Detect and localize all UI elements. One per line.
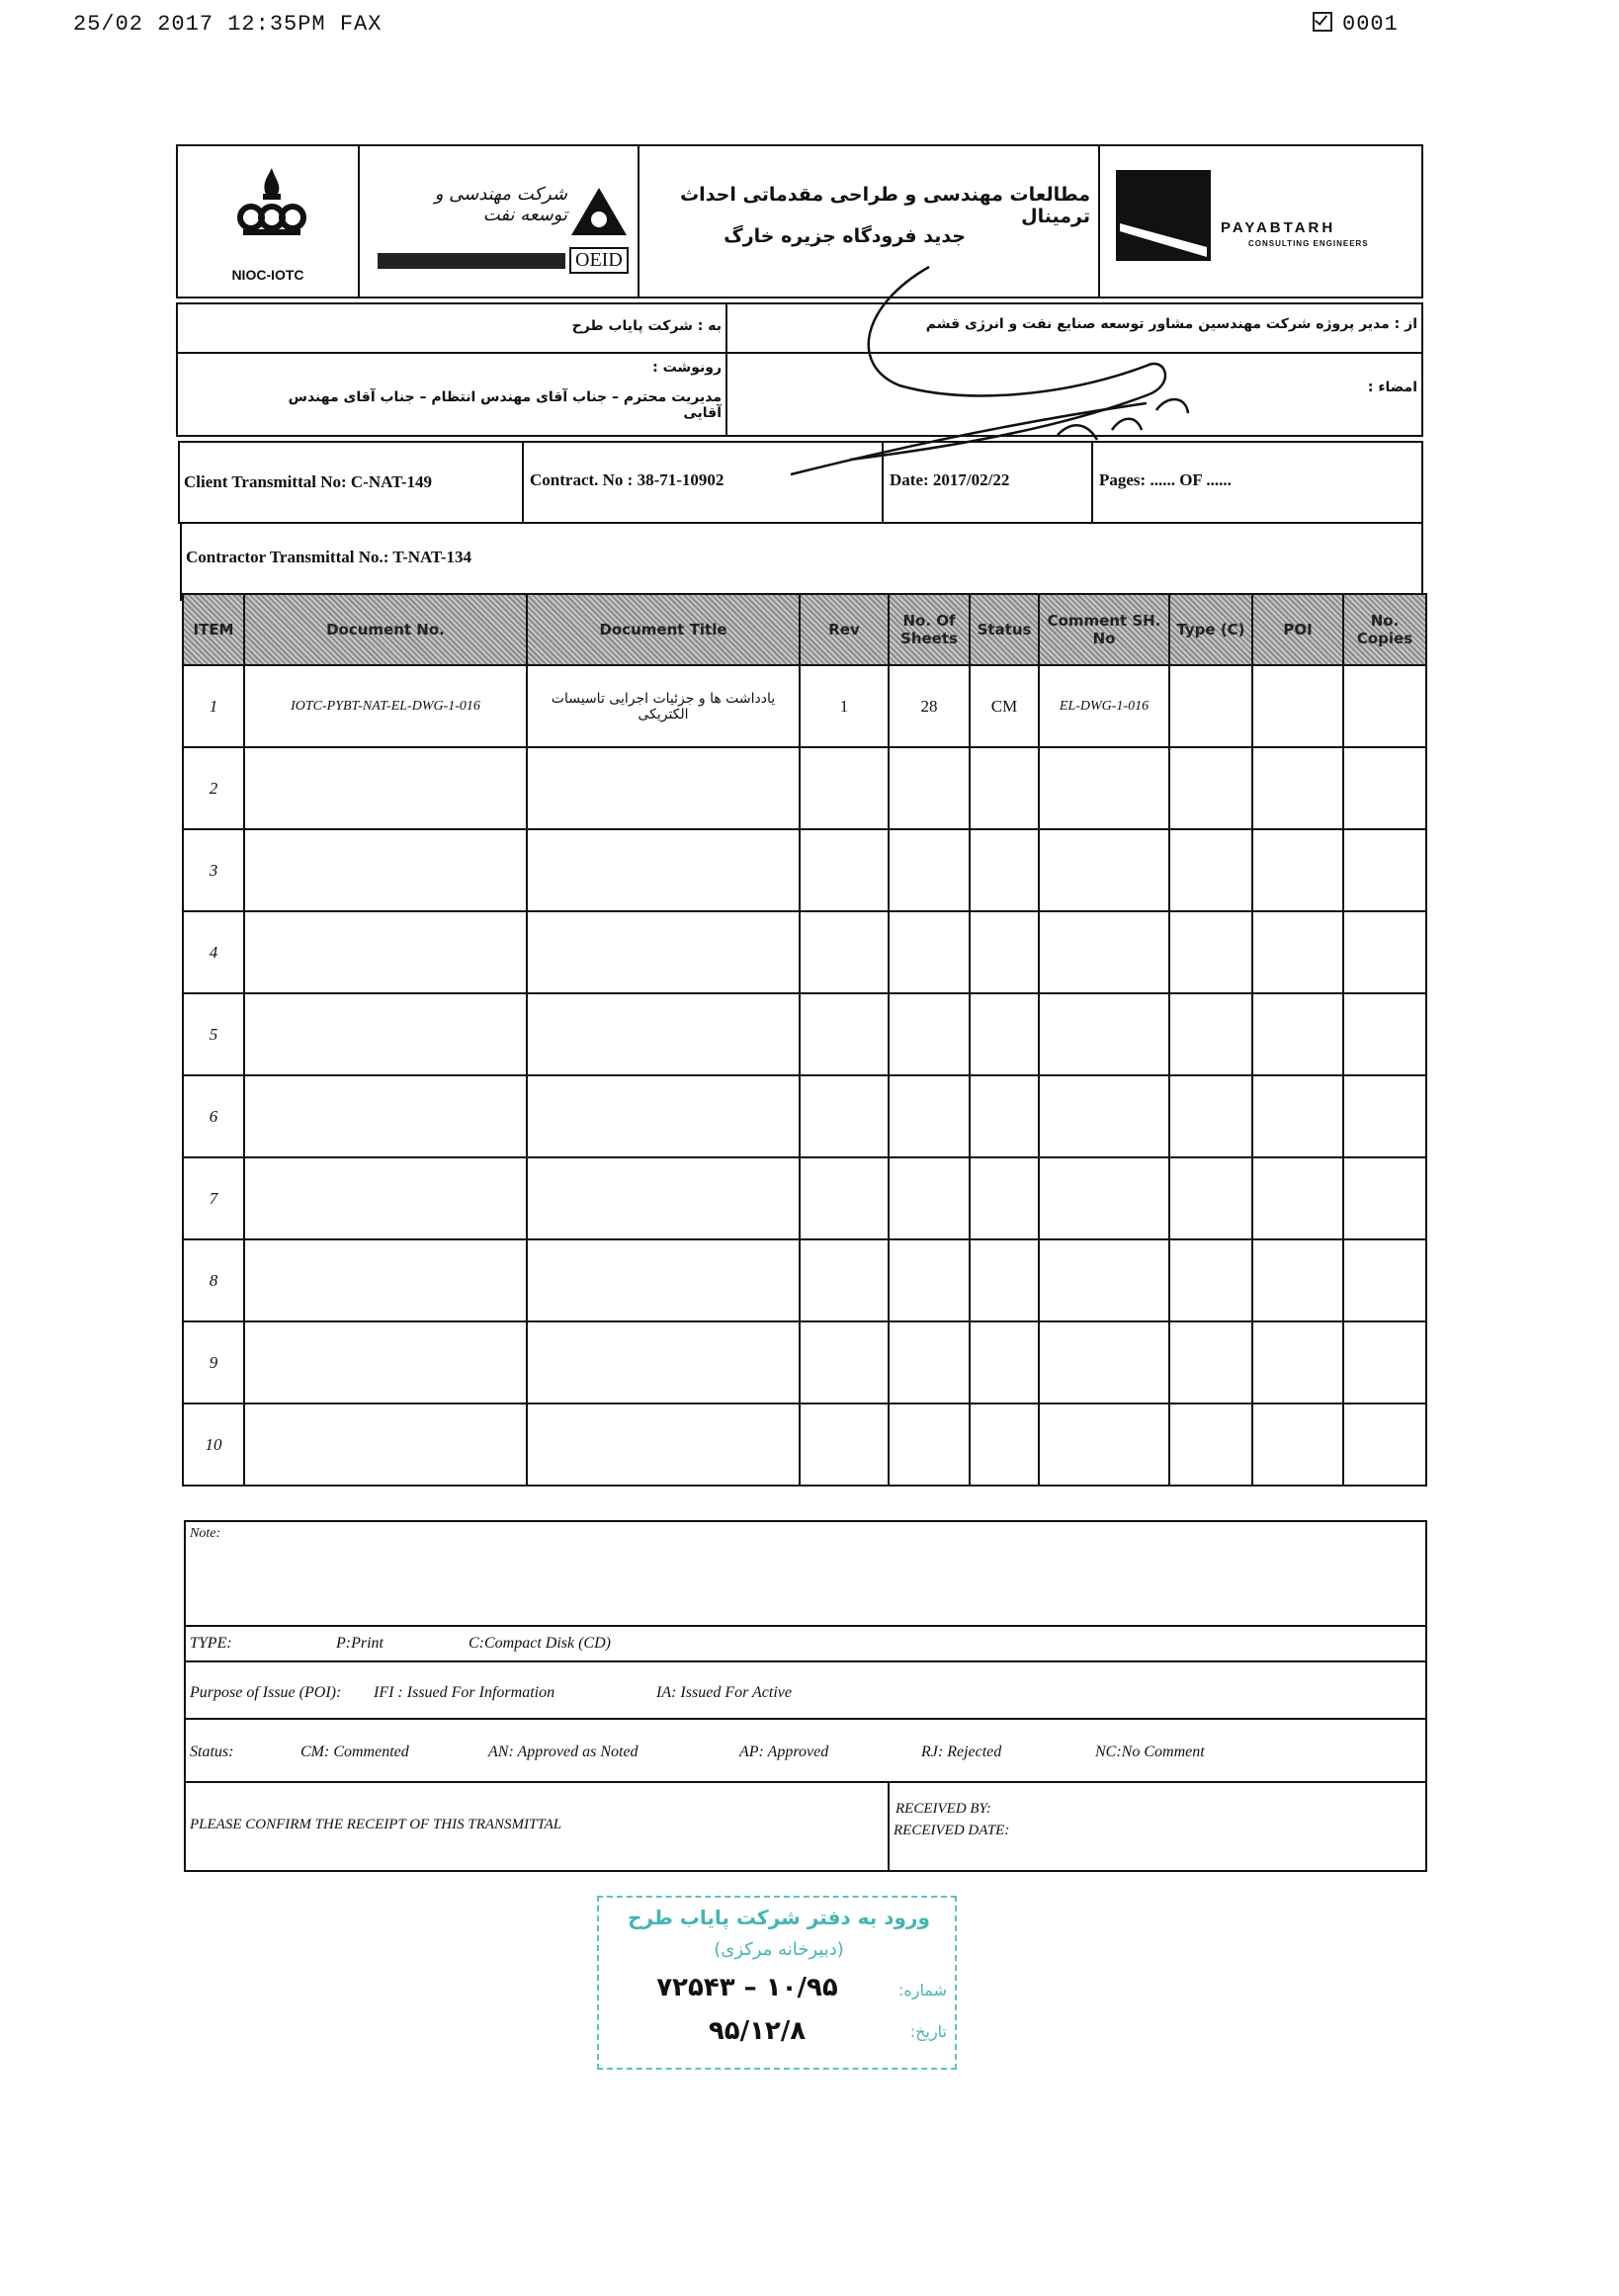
table-cell-type <box>1169 1239 1252 1321</box>
table-header-cell: Comment SH. No <box>1039 594 1169 665</box>
table-cell-type <box>1169 1075 1252 1157</box>
cc-label: رونوشت : <box>652 360 722 376</box>
table-cell-title <box>527 1075 800 1157</box>
type-print: P:Print <box>336 1635 383 1652</box>
info-divider-2 <box>882 443 884 522</box>
table-cell-item: 8 <box>183 1239 244 1321</box>
stamp-date-value: ۹۵/۱۲/۸ <box>708 2016 807 2046</box>
table-cell-poi <box>1252 911 1343 993</box>
table-row <box>183 1075 1426 1157</box>
table-row <box>183 747 1426 829</box>
table-cell-comment <box>1039 1075 1169 1157</box>
table-cell-item: 5 <box>183 993 244 1075</box>
table-header-cell: POI <box>1252 594 1343 665</box>
table-cell-status <box>970 1157 1039 1239</box>
table-cell-title <box>527 1321 800 1403</box>
to-from-divider <box>725 304 727 352</box>
footer-divider-receipt <box>888 1781 890 1872</box>
table-cell-copies <box>1343 1239 1426 1321</box>
checkbox-icon <box>1313 12 1332 32</box>
table-cell-sheets <box>889 1403 970 1486</box>
fax-page-number <box>1313 12 1399 37</box>
table-cell-item: 9 <box>183 1321 244 1403</box>
table-cell-doc-no <box>244 1239 527 1321</box>
table-cell-poi <box>1252 1321 1343 1403</box>
status-rj: RJ: Rejected <box>921 1743 1002 1760</box>
documents-table <box>182 593 1427 1487</box>
table-header-cell: Document No. <box>244 594 527 665</box>
fax-page-number-text: 0001 <box>1342 12 1399 37</box>
table-cell-item: 7 <box>183 1157 244 1239</box>
info-divider-1 <box>522 443 524 522</box>
table-cell-doc-no <box>244 747 527 829</box>
table-cell-rev <box>800 829 889 911</box>
signature-label: امضاء : <box>1367 380 1417 395</box>
oeid-triangle-logo <box>569 186 629 237</box>
table-cell-comment <box>1039 911 1169 993</box>
fax-header: 25/02 2017 12:35PM FAX <box>73 12 383 37</box>
table-cell-doc-no <box>244 1157 527 1239</box>
table-header-cell: Type (C) <box>1169 594 1252 665</box>
table-row <box>183 665 1426 747</box>
table-cell-type <box>1169 911 1252 993</box>
transmittal-date: Date: 2017/02/22 <box>890 470 1010 489</box>
table-cell-type <box>1169 1157 1252 1239</box>
table-cell-doc-no: IOTC-PYBT-NAT-EL-DWG-1-016 <box>244 665 527 747</box>
table-cell-doc-no <box>244 829 527 911</box>
footer-divider-1 <box>186 1625 1425 1627</box>
stamp-line2: (دبیرخانه مرکزی) <box>714 1939 844 1960</box>
footer-divider-3 <box>186 1718 1425 1720</box>
stamp-date-label: تاریخ: <box>909 2022 947 2041</box>
table-cell-doc-no <box>244 1403 527 1486</box>
table-cell-item: 3 <box>183 829 244 911</box>
table-cell-copies <box>1343 1403 1426 1486</box>
status-ap: AP: Approved <box>739 1743 829 1760</box>
table-cell-status <box>970 993 1039 1075</box>
status-label: Status: <box>190 1743 234 1760</box>
table-cell-rev <box>800 1321 889 1403</box>
table-cell-copies <box>1343 993 1426 1075</box>
table-cell-rev <box>800 747 889 829</box>
table-cell-copies <box>1343 1075 1426 1157</box>
table-cell-copies <box>1343 911 1426 993</box>
table-header-cell: No. Copies <box>1343 594 1426 665</box>
table-cell-comment <box>1039 1321 1169 1403</box>
table-cell-comment: EL-DWG-1-016 <box>1039 665 1169 747</box>
table-cell-doc-no <box>244 1075 527 1157</box>
table-cell-doc-no <box>244 911 527 993</box>
table-cell-type <box>1169 993 1252 1075</box>
table-cell-doc-no <box>244 993 527 1075</box>
table-cell-status <box>970 747 1039 829</box>
table-cell-poi <box>1252 1403 1343 1486</box>
table-cell-type <box>1169 829 1252 911</box>
table-header-cell: No. Of Sheets <box>889 594 970 665</box>
contractor-transmittal-row <box>180 522 1423 601</box>
niocc-logo-cell <box>178 146 360 297</box>
project-title-line1: مطالعات مهندسی و طراحی مقدماتی احداث ترمینال <box>680 184 1090 227</box>
table-row <box>183 1321 1426 1403</box>
table-cell-type <box>1169 1403 1252 1486</box>
table-cell-title <box>527 1157 800 1239</box>
status-an: AN: Approved as Noted <box>488 1743 639 1760</box>
contract-no: Contract. No : 38-71-10902 <box>530 470 724 489</box>
table-cell-title: یادداشت ها و جزئیات اجرایی تاسیسات الکتریکی <box>527 665 800 747</box>
table-cell-rev <box>800 1239 889 1321</box>
table-header-cell: Rev <box>800 594 889 665</box>
table-header-cell: ITEM <box>183 594 244 665</box>
table-cell-rev <box>800 911 889 993</box>
info-divider-3 <box>1091 443 1093 522</box>
table-cell-rev <box>800 1075 889 1157</box>
footer-divider-4 <box>186 1781 1425 1783</box>
status-cm: CM: Commented <box>300 1743 409 1760</box>
table-cell-sheets <box>889 911 970 993</box>
received-by: RECEIVED BY: <box>895 1801 991 1817</box>
table-cell-poi <box>1252 747 1343 829</box>
table-row <box>183 1157 1426 1239</box>
table-row <box>183 1239 1426 1321</box>
transmittal-info-row <box>178 441 1423 524</box>
table-cell-sheets <box>889 993 970 1075</box>
table-row <box>183 1403 1426 1486</box>
oeid-logo-cell <box>360 146 639 297</box>
client-transmittal-no: Client Transmittal No: C-NAT-149 <box>184 472 433 491</box>
cc-text: مدیریت محترم – جناب آقای مهندس انتظام – جناب آقای مهندس آقایی <box>288 389 722 421</box>
stamp-number-label: شماره: <box>897 1981 947 1999</box>
table-cell-status <box>970 911 1039 993</box>
pages-field: Pages: ...... OF ...... <box>1099 470 1232 489</box>
table-cell-item: 10 <box>183 1403 244 1486</box>
oeid-black-bar <box>378 253 565 269</box>
table-cell-poi <box>1252 829 1343 911</box>
note-label: Note: <box>190 1526 221 1541</box>
table-cell-rev <box>800 1403 889 1486</box>
table-cell-item: 1 <box>183 665 244 747</box>
table-cell-doc-no <box>244 1321 527 1403</box>
poi-label: Purpose of Issue (POI): <box>190 1684 342 1701</box>
table-cell-rev: 1 <box>800 665 889 747</box>
project-title-line2: جدید فرودگاه جزیره خارگ <box>724 225 966 247</box>
table-cell-title <box>527 911 800 993</box>
table-cell-copies <box>1343 665 1426 747</box>
received-stamp <box>597 1896 957 2070</box>
table-row <box>183 829 1426 911</box>
table-cell-rev <box>800 993 889 1075</box>
footer-block <box>184 1520 1427 1872</box>
table-cell-comment <box>1039 1157 1169 1239</box>
table-cell-status <box>970 1403 1039 1486</box>
table-cell-comment <box>1039 747 1169 829</box>
table-row <box>183 911 1426 993</box>
table-cell-sheets <box>889 1321 970 1403</box>
table-cell-comment <box>1039 1403 1169 1486</box>
table-cell-poi <box>1252 665 1343 747</box>
table-cell-title <box>527 1403 800 1486</box>
table-cell-item: 6 <box>183 1075 244 1157</box>
stamp-number-value: ۱۰/۹۵ – ۷۲۵۴۳ <box>656 1973 838 2002</box>
received-date: RECEIVED DATE: <box>894 1823 1010 1838</box>
table-cell-copies <box>1343 747 1426 829</box>
table-cell-comment <box>1039 1239 1169 1321</box>
consultant-name: PAYABTARH <box>1221 219 1336 236</box>
poi-ia: IA: Issued For Active <box>656 1684 792 1701</box>
confirm-receipt-text: PLEASE CONFIRM THE RECEIPT OF THIS TRANSMITTAL <box>190 1817 562 1832</box>
oeid-caption: OEID <box>569 247 629 274</box>
poi-ifi: IFI : Issued For Information <box>374 1684 555 1701</box>
footer-divider-2 <box>186 1660 1425 1662</box>
table-cell-comment <box>1039 829 1169 911</box>
table-cell-title <box>527 993 800 1075</box>
table-cell-status <box>970 1239 1039 1321</box>
table-cell-poi <box>1252 1157 1343 1239</box>
table-cell-title <box>527 1239 800 1321</box>
table-cell-sheets <box>889 747 970 829</box>
table-cell-type <box>1169 665 1252 747</box>
table-cell-status <box>970 1075 1039 1157</box>
table-cell-comment <box>1039 993 1169 1075</box>
table-cell-status <box>970 1321 1039 1403</box>
table-cell-status <box>970 829 1039 911</box>
type-label: TYPE: <box>190 1635 232 1652</box>
table-cell-rev <box>800 1157 889 1239</box>
table-row <box>183 993 1426 1075</box>
table-cell-title <box>527 829 800 911</box>
table-cell-copies <box>1343 1321 1426 1403</box>
table-cell-sheets <box>889 1157 970 1239</box>
table-cell-poi <box>1252 1075 1343 1157</box>
table-cell-sheets <box>889 1239 970 1321</box>
table-cell-copies <box>1343 1157 1426 1239</box>
cc-divider <box>725 354 727 435</box>
table-cell-item: 2 <box>183 747 244 829</box>
table-cell-sheets: 28 <box>889 665 970 747</box>
table-cell-poi <box>1252 993 1343 1075</box>
table-header-cell: Status <box>970 594 1039 665</box>
table-header-cell: Document Title <box>527 594 800 665</box>
table-cell-copies <box>1343 829 1426 911</box>
consultant-subtitle: CONSULTING ENGINEERS <box>1248 239 1369 248</box>
type-cd: C:Compact Disk (CD) <box>469 1635 611 1652</box>
stamp-line1: ورود به دفتر شرکت پایاب طرح <box>628 1906 930 1929</box>
contractor-transmittal-no: Contractor Transmittal No.: T-NAT-134 <box>186 548 471 566</box>
table-header-row <box>183 594 1426 665</box>
oeid-name-fa: شرکت مهندسی و توسعه نفت <box>434 184 567 225</box>
table-cell-poi <box>1252 1239 1343 1321</box>
niocc-flame-logo <box>227 164 316 243</box>
from-label: از : مدیر پروژه شرکت مهندسین مشاور توسعه صنایع نفت و انرژی قشم <box>925 316 1417 332</box>
niocc-caption: NIOC-IOTC <box>231 267 304 283</box>
table-cell-title <box>527 747 800 829</box>
table-cell-sheets <box>889 829 970 911</box>
table-cell-sheets <box>889 1075 970 1157</box>
to-label: به : شرکت پایاب طرح <box>571 318 722 334</box>
table-cell-type <box>1169 1321 1252 1403</box>
status-nc: NC:No Comment <box>1095 1743 1205 1760</box>
table-cell-status: CM <box>970 665 1039 747</box>
table-cell-type <box>1169 747 1252 829</box>
table-cell-item: 4 <box>183 911 244 993</box>
